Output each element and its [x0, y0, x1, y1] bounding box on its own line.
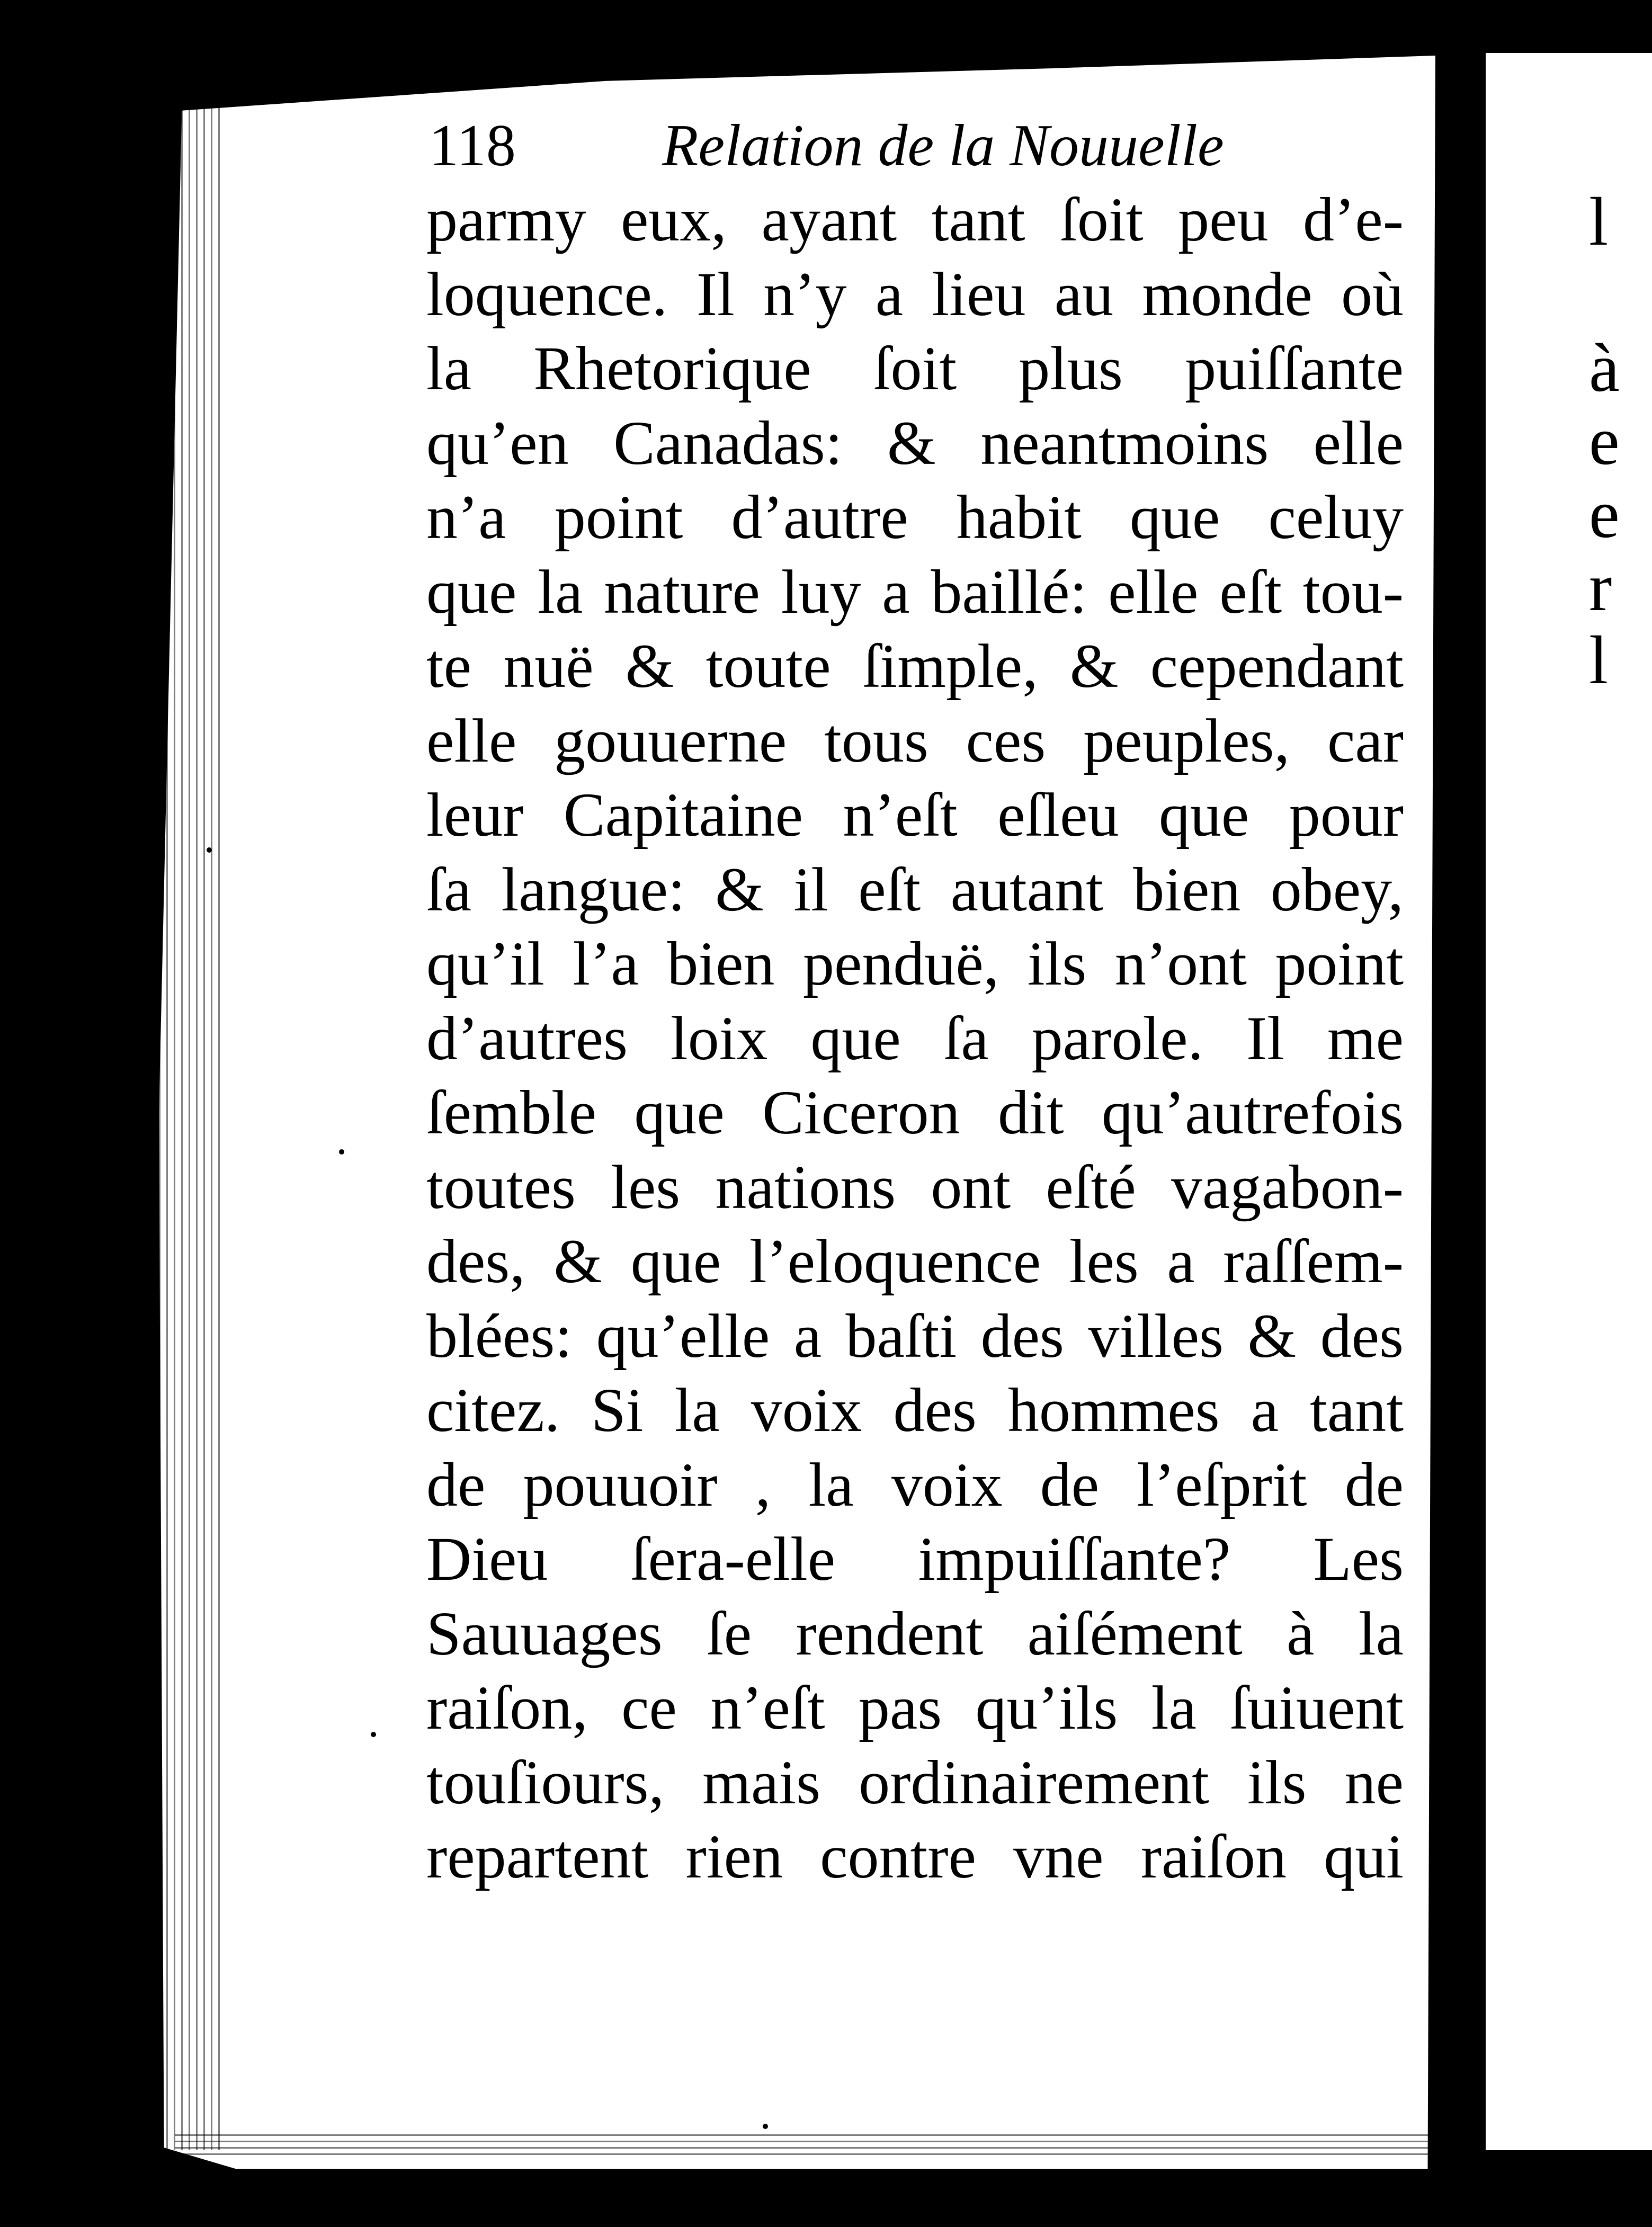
- text-line: n’a point d’autre habit que celuy: [426, 482, 1404, 552]
- text-line: Dieu ſera-elle impuiſſante? Les: [426, 1524, 1404, 1594]
- ink-speck: [763, 2124, 768, 2129]
- facing-page: [1486, 53, 1652, 2150]
- text-line: qu’il l’a bien penduë, ils n’ont point: [426, 929, 1404, 998]
- text-line: toutes les nations ont eſté vagabon-: [426, 1152, 1404, 1222]
- text-line: d’autres loix que ſa parole. Il me: [426, 1003, 1404, 1073]
- ink-speck: [339, 1149, 344, 1155]
- text-line: qu’en Canadas: & neantmoins elle: [426, 408, 1404, 478]
- text-line: des, & que l’eloquence les a raſſem-: [426, 1227, 1404, 1296]
- running-head: [429, 109, 1388, 183]
- text-line: leur Capitaine n’eſt eſleu que pour: [426, 780, 1404, 849]
- text-line: touſiours, mais ordinairement ils ne: [426, 1747, 1404, 1817]
- text-line: ſemble que Ciceron dit qu’autrefois: [426, 1078, 1404, 1147]
- text-line: repartent rien contre vne raiſon qui: [426, 1822, 1404, 1891]
- text-line: Sauuages ſe rendent aiſément à la: [426, 1598, 1404, 1668]
- text-line: loquence. Il n’y a lieu au monde où: [426, 259, 1404, 329]
- page-gutter: [159, 106, 222, 2150]
- ink-speck: [207, 847, 212, 853]
- text-line: la Rhetorique ſoit plus puiſſante: [426, 334, 1404, 403]
- text-line: de pouuoir , la voix de l’eſprit de: [426, 1450, 1404, 1519]
- text-line: parmy eux, ayant tant ſoit peu d’e-: [426, 185, 1404, 254]
- running-title: Relation de la Nouuelle: [662, 113, 1224, 178]
- text-line: ſa langue: & il eſt autant bien obey,: [426, 854, 1404, 924]
- page-bottom-edge: [175, 2134, 1435, 2156]
- text-line: raiſon, ce n’eſt pas qu’ils la ſuiuent: [426, 1673, 1404, 1742]
- text-line: te nuë & toute ſimple, & cependant: [426, 631, 1404, 701]
- text-line: que la nature luy a baillé: elle eſt tou-: [426, 557, 1404, 627]
- facing-page-text: l à e e r l: [1589, 184, 1620, 699]
- body-text: [426, 183, 1404, 1894]
- page-number: 118: [429, 113, 516, 178]
- text-line: citez. Si la voix des hommes a tant: [426, 1375, 1404, 1445]
- text-line: elle gouuerne tous ces peuples, car: [426, 705, 1404, 775]
- text-line: blées: qu’elle a baſti des villes & des: [426, 1301, 1404, 1371]
- ink-speck: [371, 1732, 376, 1737]
